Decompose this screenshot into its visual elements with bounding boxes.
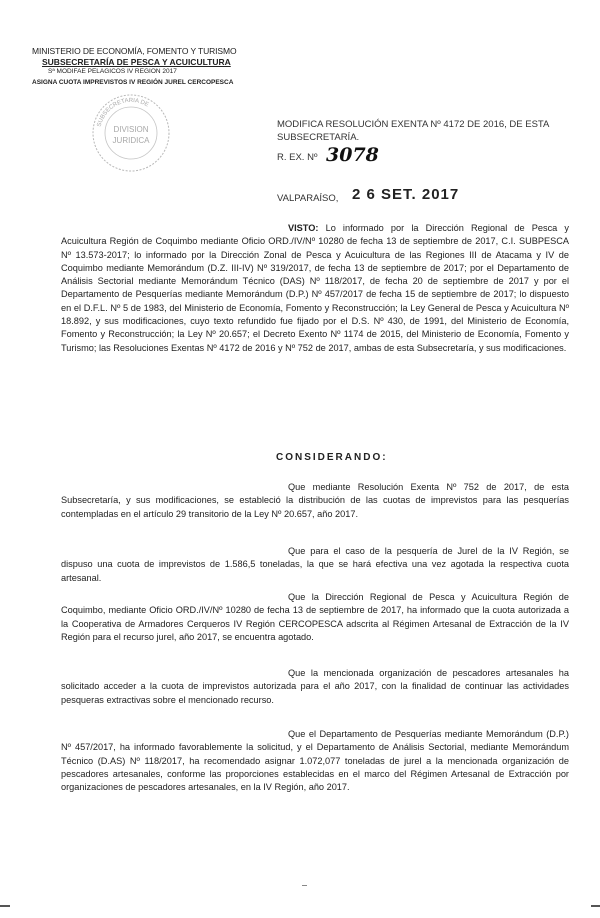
city-label: VALPARAÍSO, [277,193,339,204]
resolution-date: 2 6 SET. 2017 [352,186,460,203]
stamp-line1: DIVISION [113,125,149,134]
svg-text:SUBSECRETARIA DE [97,98,150,128]
considerando-paragraph-4: Que la mencionada organización de pescadores artesanales ha solicitado acceder a la cuota de imprevistos autorizada para el año 2017, con la finalidad de continuar las actividades pesqueras extractivas sobre el mencionado recurso. [61,668,569,705]
considerando-paragraph-2: Que para el caso de la pesquería de Jurel de la IV Región, se dispuso una cuota de imprevistos de 1.586,5 toneladas, la que se hará efectiva una vez agotada la respectiva cuota artesanal. [61,546,569,583]
stamp-line2: JURIDICA [112,136,150,145]
considerando-heading: CONSIDERANDO: [276,452,388,463]
scan-artifact [302,885,307,886]
page-edge-mark-right [591,905,600,907]
reference-subject: MODIFICA RESOLUCIÓN EXENTA Nº 4172 DE 2016, DE ESTA SUBSECRETARÍA. [277,119,549,143]
letterhead [32,46,237,88]
stamp-arc-text: SUBSECRETARIA DE [96,97,150,128]
undersecretariat-name: SUBSECRETARÍA DE PESCA Y ACUICULTURA [42,56,231,67]
department-code: Sª MODIFAE PELAGICOS IV REGION 2017 [48,68,177,75]
visto-label: VISTO: [288,223,319,233]
visto-text: Lo informado por la Dirección Regional de Pesca y Acuicultura Región de Coquimbo mediante Oficio ORD./IV/Nº 10280 de fecha 13 de septiembre de 2017, C.I. SUBPESCA Nº 13.573-2017; lo informado por la Dirección Zonal de Pesca y Acuicultura de las Regiones III de Atacama y IV de Coquimbo mediante Memorándum (D.Z. III-IV) Nº 319/2017, de fecha 13 de septiembre de 2017; por el Departamento de Análisis Sectorial mediante Memorándum Técnico (DAS) Nº 118/2017, de fecha 20 de septiembre de 2017 y por el Departamento de Pesquerías mediante Memorándum (D.P.) Nº 457/2017 de fecha 15 de septiembre de 2017; lo dispuesto en el D.F.L. Nº 5 de 1983, del Ministerio de Economía, Fomento y Reconstrucción; la Ley General de Pesca y Acuicultura Nº 18.892, y sus modificaciones, cuyo texto refundido fue fijado por el D.S. Nº 430, de 1991, del Ministerio de Economía, Fomento y Reconstrucción; la Ley Nº 20.657; el Decreto Exento Nº 1174 de 2015, del Ministerio de Economía, Fomento y Turismo; las Resoluciones Exentas Nº 4172 de 2016 y Nº 752 de 2017, ambas de esta Subsecretaría, y sus modificaciones. [61,223,569,353]
visto-paragraph [61,222,569,355]
division-juridica-stamp [86,88,176,178]
considerando-paragraph-3: Que la Dirección Regional de Pesca y Acuicultura Región de Coquimbo, mediante Oficio ORD./IV/Nº 10280 de fecha 13 de septiembre de 2017, ha informado que la cuota autorizada a la Cooperativa de Armadores Cerqueros IV Región CERCOPESCA adscrita al Régimen Artesanal de Extracción de la IV Región para el recurso jurel, año 2017, se encuentra agotado. [61,592,569,642]
ministry-name: MINISTERIO DE ECONOMÍA, FOMENTO Y TURISMO [32,46,237,56]
considerando-paragraph-1: Que mediante Resolución Exenta Nº 752 de 2017, de esta Subsecretaría, y sus modificaciones, se estableció la distribución de las cuotas de imprevistos para las pesquerías contempladas en el artículo 29 transitorio de la Ley Nº 20.657, año 2017. [61,482,569,519]
resolution-number: 3078 [326,144,379,166]
page-edge-mark-left [0,905,10,907]
resolution-label: R. EX. Nº [277,152,318,163]
considerando-paragraph-5: Que el Departamento de Pesquerías mediante Memorándum (D.P.) Nº 457/2017, ha informado favorablemente la solicitud, y el Departamento de Análisis Sectorial, mediante Memorándum Técnico (D.AS) Nº 118/2017, ha recomendado asignar 1.072,077 toneladas de jurel a la mencionada organización de pescadores artesanales, conforme las proporciones establecidas en el marco del Régimen Artesanal de Extracción por organizaciones de pescadores artesanales, en la IV Región, año 2017. [61,729,569,793]
subject-line: ASIGNA CUOTA IMPREVISTOS IV REGIÓN JUREL CERCOPESCA [32,78,234,86]
